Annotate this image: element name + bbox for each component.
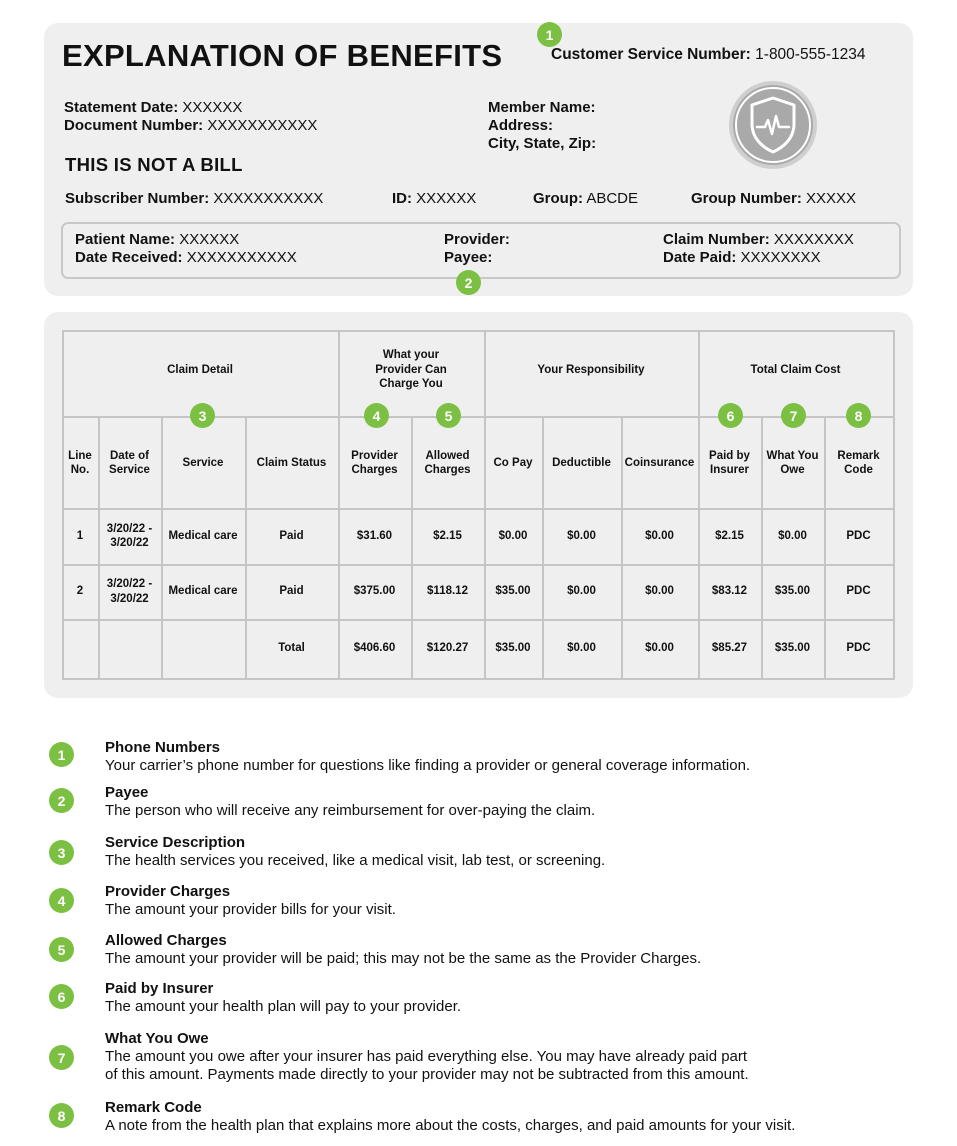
address-label: Address: bbox=[488, 117, 554, 134]
group-value: ABCDE bbox=[586, 190, 639, 207]
legend-title: Service Description bbox=[105, 834, 246, 851]
table-cell: Medical care bbox=[168, 529, 238, 542]
date-paid-value: XXXXXXXX bbox=[740, 249, 821, 266]
statement-date-label: Statement Date: bbox=[64, 99, 179, 116]
legend-title: Paid by Insurer bbox=[105, 980, 214, 997]
legend-title: Remark Code bbox=[105, 1099, 202, 1116]
legend-badge-3: 3 bbox=[49, 840, 74, 865]
provider-label: Provider: bbox=[444, 231, 510, 248]
group-number-value: XXXXX bbox=[806, 190, 857, 207]
table-total-cell bbox=[98, 619, 161, 678]
legend-description: The person who will receive any reimbursement for over-paying the claim. bbox=[105, 802, 596, 819]
table-column-header: Date of Service bbox=[109, 449, 150, 476]
table-cell: $2.15 bbox=[433, 529, 462, 542]
statement-date bbox=[64, 99, 242, 116]
table-cell: PDC bbox=[846, 585, 871, 598]
table-total-cell: $35.00 bbox=[495, 642, 531, 655]
legend-title: Allowed Charges bbox=[105, 932, 227, 949]
table-cell: 2 bbox=[76, 585, 84, 598]
not-a-bill-notice: THIS IS NOT A BILL bbox=[65, 154, 243, 175]
legend-badge-1: 1 bbox=[49, 742, 74, 767]
statement-date-value: XXXXXX bbox=[182, 99, 243, 116]
callout-badge-4: 4 bbox=[364, 403, 389, 428]
table-total-cell: Total bbox=[278, 642, 305, 655]
customer-service-value: 1-800-555-1234 bbox=[755, 46, 866, 63]
table-group-header: Total Claim Cost bbox=[750, 363, 841, 376]
table-column-header: Allowed Charges bbox=[424, 449, 471, 476]
table-cell: $0.00 bbox=[645, 529, 674, 542]
member-name-label: Member Name: bbox=[488, 99, 596, 116]
table-total-cell: PDC bbox=[846, 642, 871, 655]
table-column-header: Remark Code bbox=[837, 449, 880, 476]
table-cell: $83.12 bbox=[711, 585, 748, 598]
legend-description: The health services you received, like a medical visit, lab test, or screening. bbox=[105, 852, 606, 869]
table-total-cell bbox=[62, 619, 98, 678]
table-total-cell: $120.27 bbox=[426, 642, 469, 655]
claim-number bbox=[663, 231, 854, 248]
group-label: Group: bbox=[533, 190, 583, 207]
group bbox=[533, 190, 638, 207]
customer-service-label: Customer Service Number: bbox=[551, 46, 751, 63]
callout-badge-6: 6 bbox=[718, 403, 743, 428]
subscriber-label: Subscriber Number: bbox=[65, 190, 210, 207]
table-column-header: Deductible bbox=[552, 456, 611, 469]
callout-badge-8: 8 bbox=[846, 403, 871, 428]
legend-description: The amount your provider will be paid; this may not be the same as the Provider Charges. bbox=[105, 950, 702, 967]
callout-badge-1: 1 bbox=[537, 22, 562, 47]
table-cell: 1 bbox=[76, 529, 84, 542]
city-state-zip-label: City, State, Zip: bbox=[488, 135, 597, 152]
callout-badge-5: 5 bbox=[436, 403, 461, 428]
patient-name bbox=[75, 231, 239, 248]
subscriber-value: XXXXXXXXXXX bbox=[213, 190, 324, 207]
table-cell: $118.12 bbox=[427, 585, 468, 598]
table-cell: $0.00 bbox=[778, 529, 807, 542]
table-cell: PDC bbox=[846, 529, 871, 542]
date-received bbox=[75, 249, 297, 266]
table-group-header: Your Responsibility bbox=[537, 363, 645, 376]
table-column-header: Service bbox=[182, 456, 224, 469]
table-column-header: Paid by Insurer bbox=[709, 449, 750, 476]
table-column-header: What You Owe bbox=[766, 449, 819, 476]
table-group-header: What your Provider Can Charge You bbox=[375, 349, 447, 391]
document-number bbox=[64, 117, 317, 134]
subscriber-number bbox=[65, 190, 323, 207]
legend-badge-5: 5 bbox=[49, 937, 74, 962]
legend-description: The amount your health plan will pay to your provider. bbox=[105, 998, 462, 1015]
table-column-header: Provider Charges bbox=[351, 449, 398, 476]
table-cell: $0.00 bbox=[567, 585, 596, 598]
table-total-cell bbox=[161, 619, 245, 678]
table-cell: $0.00 bbox=[567, 529, 596, 542]
table-cell: $0.00 bbox=[645, 585, 674, 598]
callout-badge-2: 2 bbox=[456, 270, 481, 295]
document-number-value: XXXXXXXXXXX bbox=[207, 117, 318, 134]
table-group-header: Claim Detail bbox=[167, 363, 233, 376]
date-paid-label: Date Paid: bbox=[663, 249, 737, 266]
claim-number-label: Claim Number: bbox=[663, 231, 770, 248]
table-column-header: Coinsurance bbox=[624, 456, 695, 469]
callout-badge-3: 3 bbox=[190, 403, 215, 428]
date-received-value: XXXXXXXXXXX bbox=[186, 249, 297, 266]
table-cell: Paid bbox=[279, 529, 304, 542]
legend-description: A note from the health plan that explains more about the costs, charges, and paid amounts for your visit. bbox=[105, 1117, 796, 1134]
payee-label: Payee: bbox=[444, 249, 493, 266]
legend-title: Phone Numbers bbox=[105, 739, 221, 756]
table-total-cell: $85.27 bbox=[711, 642, 748, 655]
legend-title: Provider Charges bbox=[105, 883, 231, 900]
shield-heartbeat-icon bbox=[728, 80, 818, 170]
table-total-cell: $35.00 bbox=[774, 642, 811, 655]
table-group-border bbox=[893, 330, 895, 680]
table-row-divider bbox=[62, 678, 893, 680]
customer-service-number bbox=[551, 46, 865, 64]
group-number-label: Group Number: bbox=[691, 190, 802, 207]
table-total-cell: $0.00 bbox=[567, 642, 596, 655]
legend-description: The amount your provider bills for your visit. bbox=[105, 901, 396, 918]
table-cell: Medical care bbox=[168, 585, 238, 598]
table-cell: $2.15 bbox=[715, 529, 744, 542]
legend-title: Payee bbox=[105, 784, 149, 801]
legend-description: The amount you owe after your insurer has paid everything else. You may have already paid part bbox=[105, 1048, 748, 1065]
patient-name-label: Patient Name: bbox=[75, 231, 176, 248]
table-total-cell: $406.60 bbox=[353, 642, 396, 655]
table-total-cell: $0.00 bbox=[645, 642, 674, 655]
legend-title: What You Owe bbox=[105, 1030, 209, 1047]
group-number bbox=[691, 190, 856, 207]
document-number-label: Document Number: bbox=[64, 117, 204, 134]
patient-name-value: XXXXXX bbox=[179, 231, 240, 248]
table-cell: $0.00 bbox=[498, 529, 528, 542]
legend-badge-6: 6 bbox=[49, 984, 74, 1009]
callout-badge-7: 7 bbox=[781, 403, 806, 428]
legend-badge-8: 8 bbox=[49, 1103, 74, 1128]
table-cell: 3/20/22 - 3/20/22 bbox=[106, 578, 153, 605]
table-cell: 3/20/22 - 3/20/22 bbox=[106, 522, 153, 549]
legend-description: of this amount. Payments made directly to your provider may not be subtracted from this amount. bbox=[105, 1066, 749, 1083]
legend-badge-4: 4 bbox=[49, 888, 74, 913]
id-label: ID: bbox=[392, 190, 412, 207]
table-cell: $31.60 bbox=[356, 529, 393, 542]
table-cell: $375.00 bbox=[353, 585, 396, 598]
claim-number-value: XXXXXXXX bbox=[773, 231, 854, 248]
table-cell: Paid bbox=[279, 585, 304, 598]
date-received-label: Date Received: bbox=[75, 249, 183, 266]
document-title: EXPLANATION OF BENEFITS bbox=[62, 38, 503, 73]
table-column-header: Claim Status bbox=[256, 456, 327, 469]
table-column-header: Line No. bbox=[68, 449, 92, 476]
table-cell: $35.00 bbox=[495, 585, 531, 598]
date-paid bbox=[663, 249, 821, 266]
legend-description: Your carrier’s phone number for questions like finding a provider or general coverage information. bbox=[105, 757, 751, 774]
id-value: XXXXXX bbox=[416, 190, 477, 207]
member-id bbox=[392, 190, 476, 207]
legend-badge-7: 7 bbox=[49, 1045, 74, 1070]
legend-badge-2: 2 bbox=[49, 788, 74, 813]
table-cell: $35.00 bbox=[774, 585, 811, 598]
table-column-header: Co Pay bbox=[493, 456, 533, 469]
